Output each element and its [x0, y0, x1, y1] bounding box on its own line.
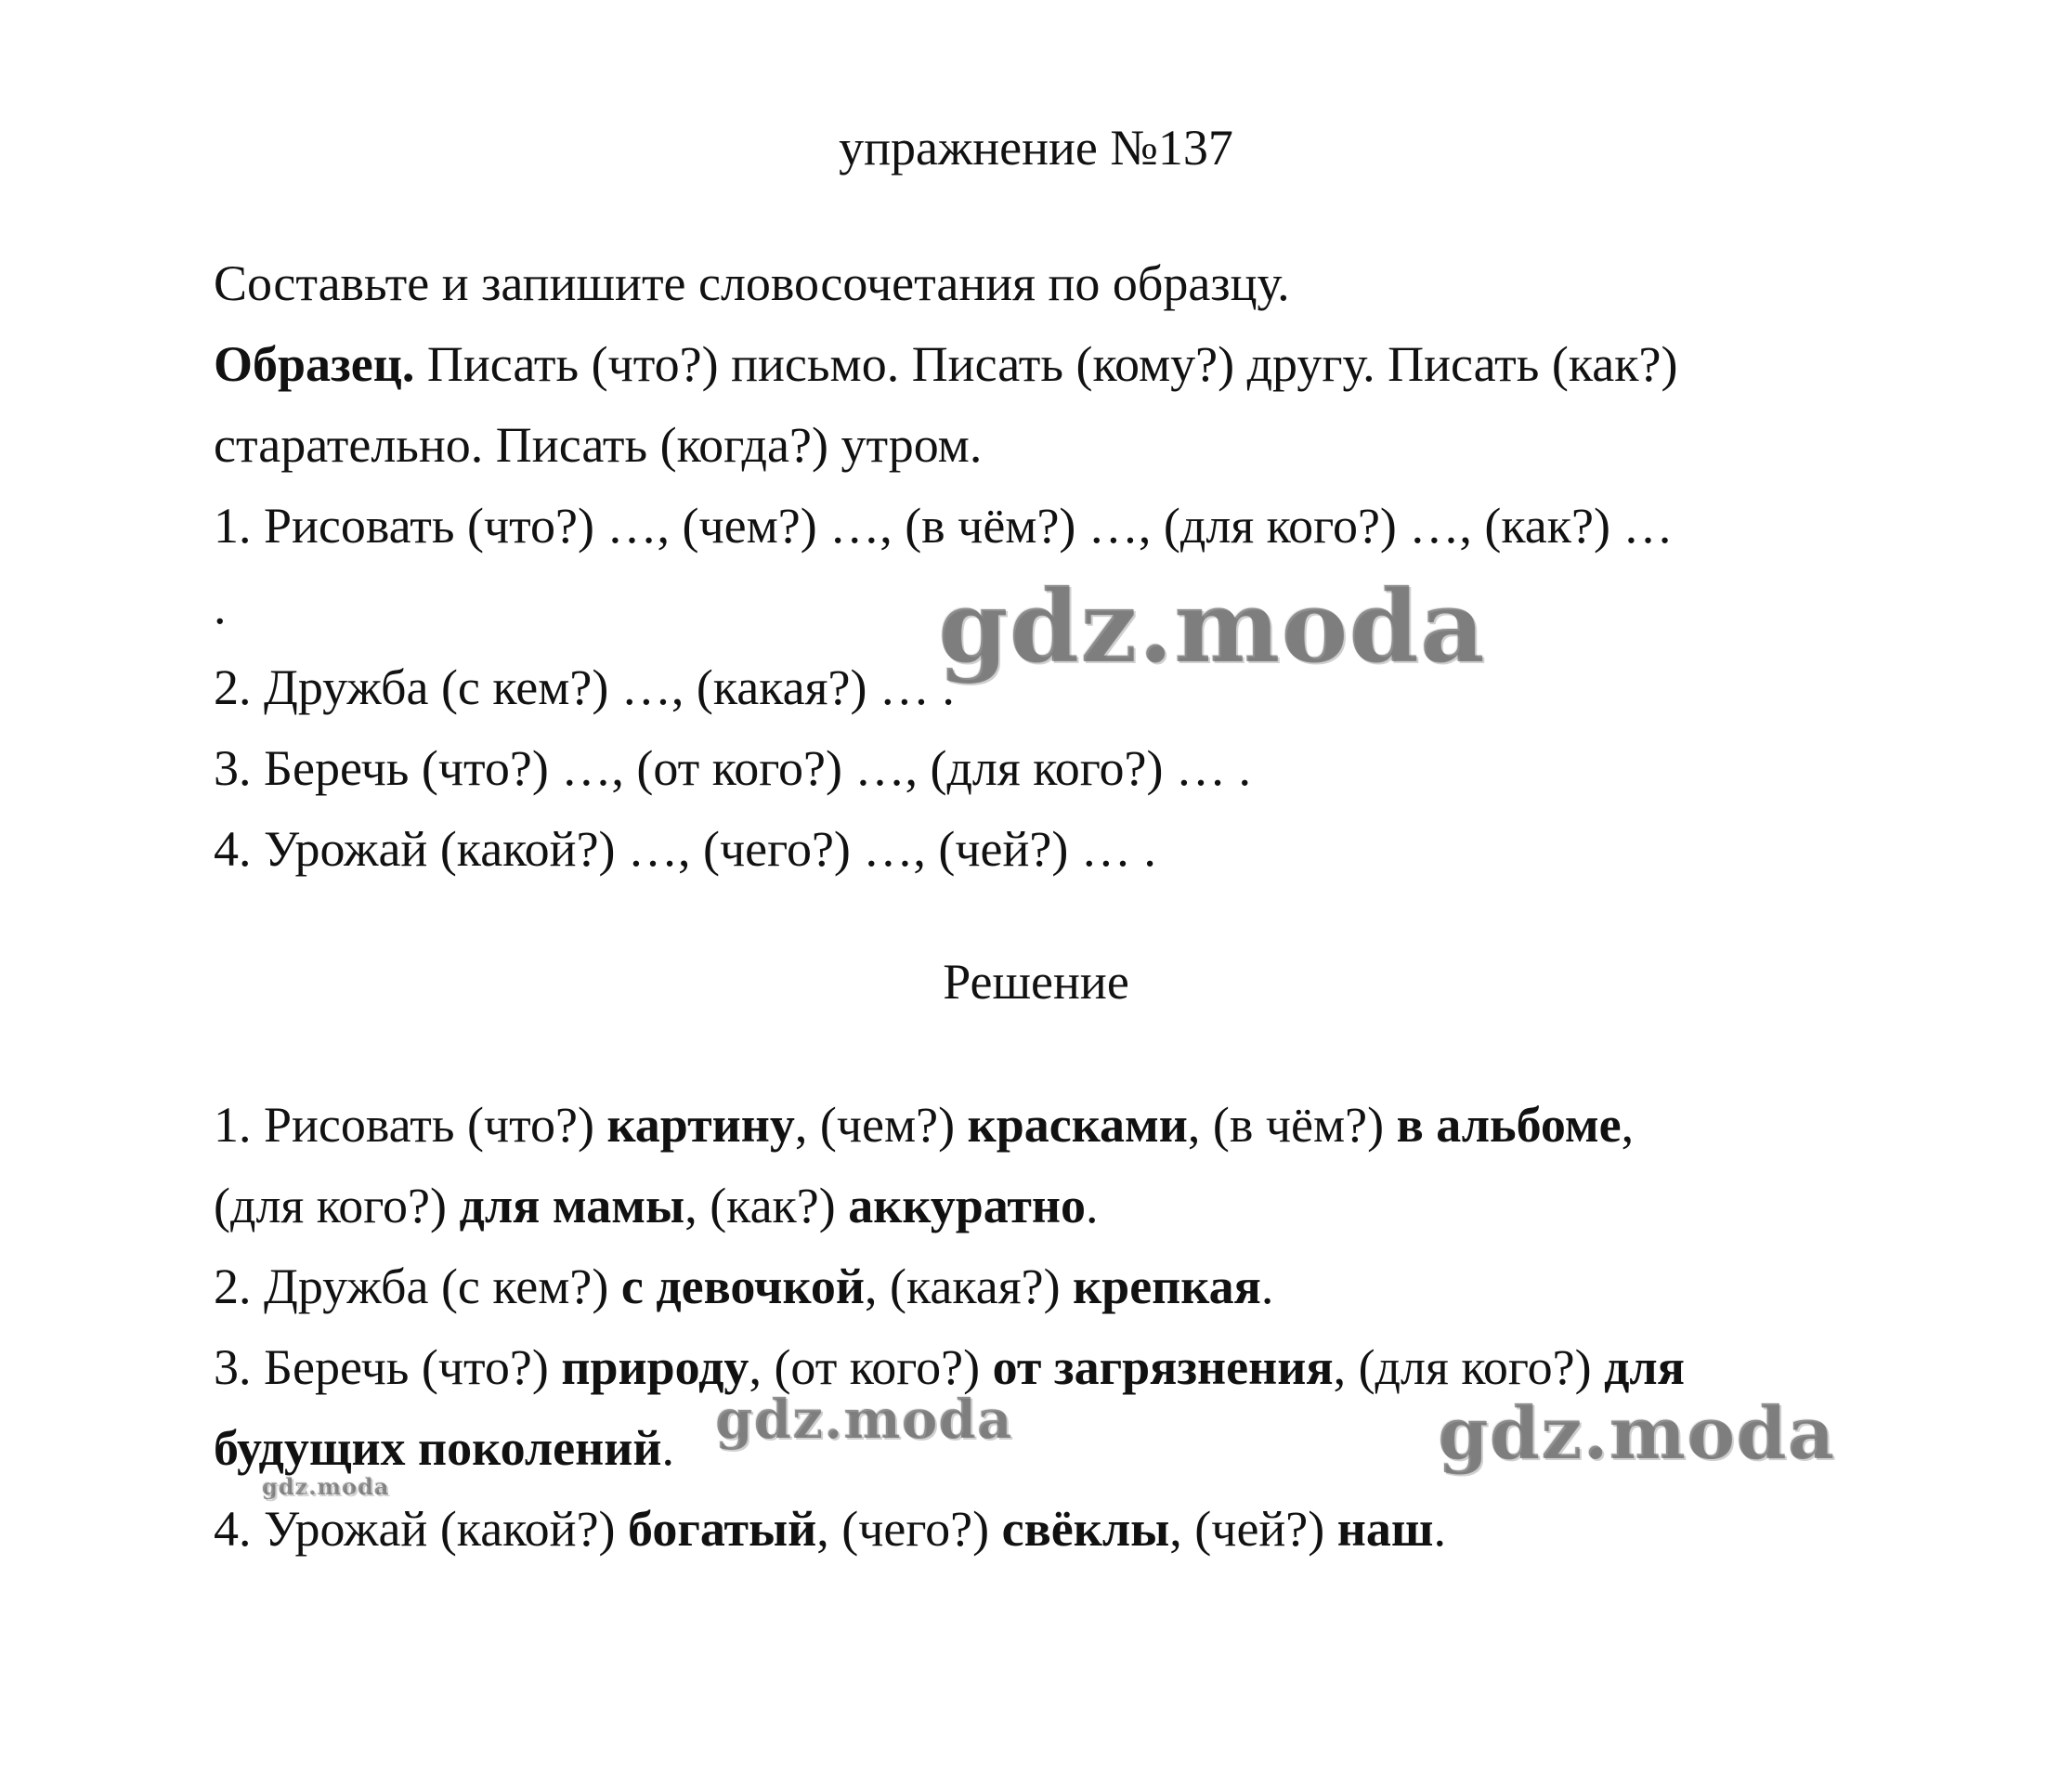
answer-word: свёклы — [1001, 1501, 1170, 1557]
answer-text: . — [1433, 1501, 1446, 1557]
solution-heading: Решение — [943, 954, 1129, 1010]
answer-word: наш — [1336, 1501, 1434, 1557]
task-block — [214, 243, 1885, 890]
answer-word: в альбоме — [1396, 1097, 1622, 1153]
answer-word: для мамы — [459, 1178, 685, 1233]
watermark: gdz.moda — [1438, 1391, 1836, 1476]
sample-line-2: старательно. Писать (когда?) утром. — [214, 417, 983, 473]
answer-text: , (чем?) — [794, 1097, 968, 1153]
answer-word: с девочкой — [620, 1259, 866, 1314]
answer-text: , (в чём?) — [1187, 1097, 1397, 1153]
answer-text: 2. Дружба (с кем?) — [214, 1259, 621, 1314]
answer-text: , (какая?) — [865, 1259, 1074, 1314]
answer-text: . — [1260, 1259, 1274, 1314]
answer-word: будущих поколений — [214, 1420, 662, 1476]
answer-1-line-2 — [214, 1166, 1885, 1246]
task-item-2: 2. Дружба (с кем?) …, (какая?) … . — [214, 659, 955, 715]
sample-label: Образец. — [214, 336, 415, 392]
answer-1-line-1 — [214, 1085, 1885, 1166]
exercise-title: упражнение №137 — [839, 120, 1233, 176]
sample-line-1 — [214, 324, 1885, 405]
answer-word: от загрязнения — [992, 1339, 1334, 1395]
answers-block — [214, 1085, 1885, 1570]
answer-text: . — [661, 1420, 674, 1476]
answer-text: , (для кого?) — [1333, 1339, 1605, 1395]
answer-text: , — [1621, 1097, 1635, 1153]
answer-text: , (как?) — [684, 1178, 849, 1233]
watermark: gdz.moda — [262, 1473, 390, 1500]
task-item-1-continuation: . — [214, 579, 227, 634]
answer-word: красками — [967, 1097, 1188, 1153]
answer-text: 3. Беречь (что?) — [214, 1339, 562, 1395]
task-item-4: 4. Урожай (какой?) …, (чего?) …, (чей?) … . — [214, 821, 1156, 877]
instruction-text: Составьте и запишите словосочетания по образцу. — [214, 255, 1290, 311]
answer-word: природу — [561, 1339, 749, 1395]
answer-word: картину — [606, 1097, 795, 1153]
answer-text: , (от кого?) — [749, 1339, 993, 1395]
task-item-1: 1. Рисовать (что?) …, (чем?) …, (в чём?) …, (для кого?) …, (как?) … — [214, 498, 1674, 554]
answer-word: для — [1604, 1339, 1685, 1395]
watermark: gdz.moda — [938, 568, 1486, 685]
answer-text: 1. Рисовать (что?) — [214, 1097, 607, 1153]
answer-2 — [214, 1246, 1885, 1327]
task-item-3: 3. Беречь (что?) …, (от кого?) …, (для кого?) … . — [214, 740, 1251, 796]
answer-word: крепкая — [1073, 1259, 1261, 1314]
answer-text: (для кого?) — [214, 1178, 460, 1233]
answer-text: , (чей?) — [1169, 1501, 1337, 1557]
answer-4 — [214, 1489, 1885, 1570]
answer-text: 4. Урожай (какой?) — [214, 1501, 629, 1557]
watermark: gdz.moda — [715, 1388, 1013, 1451]
answer-text: , (чего?) — [816, 1501, 1002, 1557]
answer-word: богатый — [628, 1501, 817, 1557]
answer-word: аккуратно — [848, 1178, 1086, 1233]
sample-text-1: Писать (что?) письмо. Писать (кому?) другу. Писать (как?) — [414, 336, 1678, 392]
answer-text: . — [1086, 1178, 1099, 1233]
